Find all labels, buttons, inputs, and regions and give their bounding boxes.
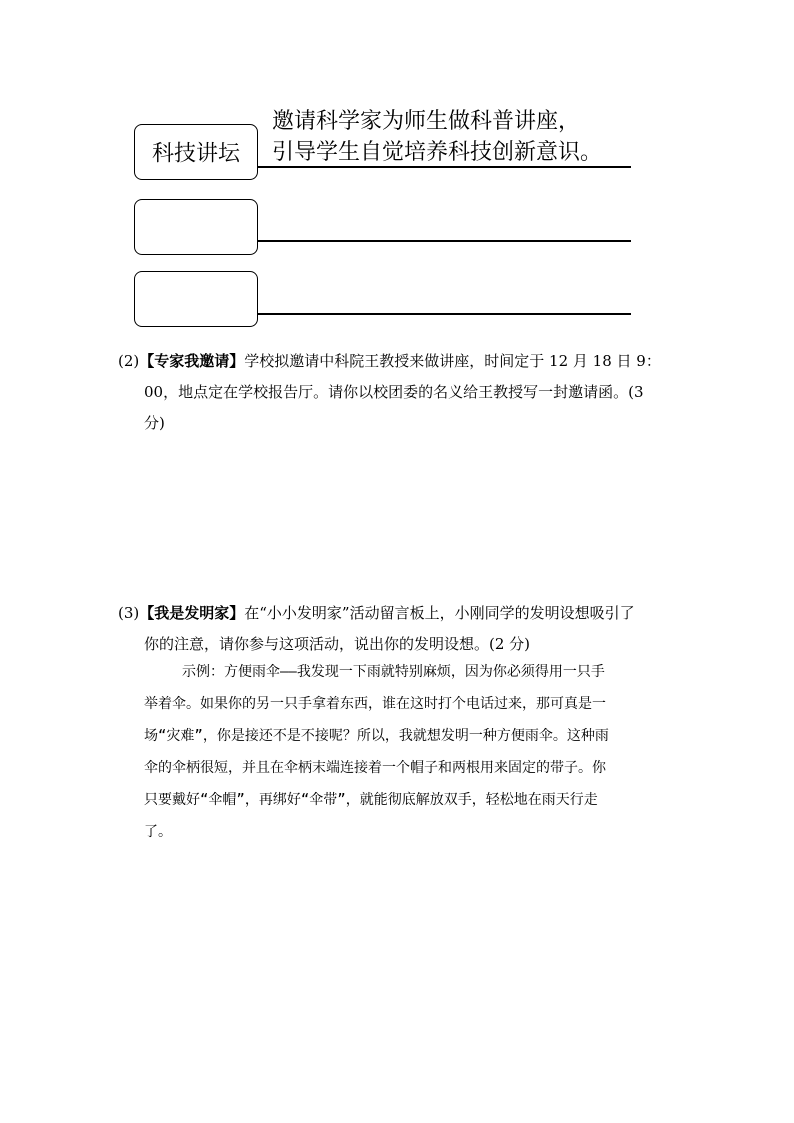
activity-box-3[interactable] <box>134 271 258 327</box>
activity-box-1-label: 科技讲坛 <box>151 141 240 167</box>
example-paragraph <box>144 656 684 848</box>
question-3-tag: 【我是发明家】 <box>139 604 245 622</box>
question-3 <box>118 598 684 660</box>
example-line: 举着伞。如果你的另一只手拿着东西，谁在这时打个电话过来，那可真是一 <box>144 696 606 712</box>
example-line: 了。 <box>144 824 172 840</box>
example-line: 伞的伞柄很短，并且在伞柄末端连接着一个帽子和两根用来固定的带子。你 <box>144 760 606 776</box>
example-line: 场“灾难”，你是接还不是不接呢？所以，我就想发明一种方便雨伞。这种雨 <box>144 728 609 744</box>
question-2-line-1 <box>118 346 684 377</box>
example-line: 示例：方便雨伞——我发现一下雨就特别麻烦，因为你必须得用一只手 <box>182 664 605 680</box>
question-2 <box>118 346 684 439</box>
question-2-text-1: 学校拟邀请中科院王教授来做讲座，时间定于 12 月 18 日 9： <box>244 352 661 370</box>
activity-3-answer-line[interactable] <box>258 313 631 315</box>
question-2-line-3: 分) <box>144 414 165 432</box>
activity-2-answer-line[interactable] <box>258 240 631 242</box>
question-3-line-1 <box>118 598 684 629</box>
activity-1-answer-line <box>258 166 631 168</box>
question-2-line-2: 00，地点定在学校报告厅。请你以校团委的名义给王教授写一封邀请函。(3 <box>144 383 644 401</box>
question-2-number: (2) <box>118 352 140 370</box>
activity-1-description-line2: 引导学生自觉培养科技创新意识。 <box>272 140 603 165</box>
example-line: 只要戴好“伞帽”，再绑好“伞带”，就能彻底解放双手，轻松地在雨天行走 <box>144 792 598 808</box>
activity-box-1 <box>134 124 258 180</box>
question-2-tag: 【专家我邀请】 <box>139 352 245 370</box>
question-3-line-2: 你的注意，请你参与这项活动，说出你的发明设想。(2 分) <box>144 635 531 653</box>
activity-1-description <box>272 106 602 168</box>
question-3-text-1: 在“小小发明家”活动留言板上，小刚同学的发明设想吸引了 <box>244 604 635 622</box>
activity-1-description-line1: 邀请科学家为师生做科普讲座， <box>272 109 581 134</box>
question-3-number: (3) <box>118 604 140 622</box>
activity-box-2[interactable] <box>134 199 258 255</box>
